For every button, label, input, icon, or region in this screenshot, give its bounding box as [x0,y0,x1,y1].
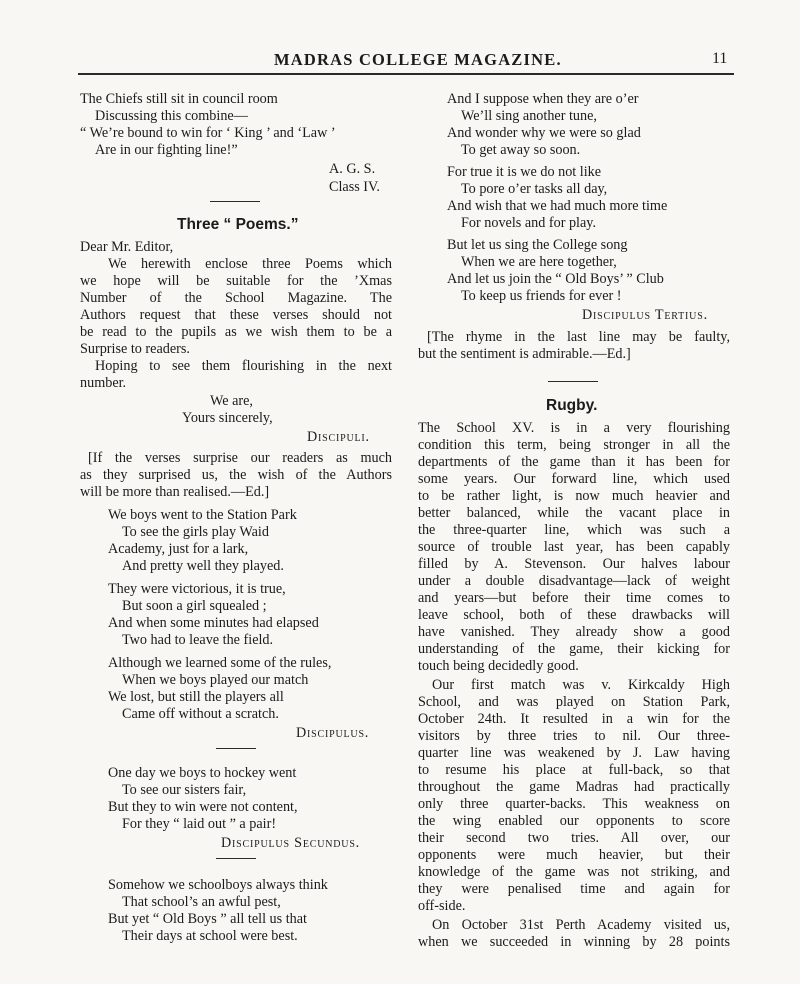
article-line: visitors by three tries to nil. Our three- [418,728,730,744]
article-line: departments of the game than it has been for [418,454,730,470]
article-line: opponents were much heavier, but their [418,847,730,863]
poem-line: And pretty well they played. [122,558,284,574]
section-divider [210,201,260,202]
article-line: throughout the game Madras had practically [418,779,730,795]
article-line: off-side. [418,898,466,914]
section-heading-three-poems: Three “ Poems.” [177,216,299,233]
poem-line: And wish that we had much more time [447,198,668,214]
poem-line: To keep us friends for ever ! [461,288,622,304]
article-line: School, and was played on Station Park, [418,694,730,710]
poem-line: They were victorious, it is true, [108,581,286,597]
poem-line: For true it is we do not like [447,164,602,180]
article-line: source of trouble last year, has been capably [418,539,730,555]
poem-line: The Chiefs still sit in council room [80,91,278,107]
article-line: knowledge of the game was not striking, and [418,864,730,880]
editor-note-line: but the sentiment is admirable.—Ed.] [418,346,631,362]
poem-line: We’ll sing another tune, [461,108,597,124]
poem-line: Two had to leave the field. [122,632,274,648]
poem-signature: Discipulus Secundus. [221,835,361,851]
article-line: quarter line was weakened by J. Law having [418,745,730,761]
article-line: better balanced, while the vacant place in [418,505,730,521]
poem-line: But let us sing the College song [447,237,628,253]
article-line: some years. Our forward line, which used [418,471,730,487]
article-line: condition this term, being stronger in all the [418,437,730,453]
poem-line: When we boys played our match [122,672,309,688]
poem-line: To see the girls play Waid [122,524,269,540]
poem-line: When we are here together, [461,254,617,270]
poem-line: Academy, just for a lark, [108,541,249,557]
poem-line: We lost, but still the players all [108,689,284,705]
letter-line: number. [80,375,127,391]
letter-line: we hope will be suitable for the ’Xmas [80,273,392,289]
poem-line: Came off without a scratch. [122,706,279,722]
article-line: to resume his place at full-back, so that [418,762,730,778]
poem-line: Discussing this combine— [95,108,248,124]
letter-closing: We are, [210,393,253,409]
editor-note-line: [If the verses surprise our readers as much [88,450,392,466]
poem-line: And wonder why we were so glad [447,125,641,141]
poem-line: Somehow we schoolboys always think [108,877,328,893]
article-line: understanding of the game, their kicking for [418,641,730,657]
poem-line: And I suppose when they are o’er [447,91,639,107]
poem-line: We boys went to the Station Park [108,507,297,523]
letter-closing: Yours sincerely, [182,410,273,426]
article-line: the three-quarter line, which was such a [418,522,730,538]
poem-line: “ We’re bound to win for ‘ King ’ and ‘Law ’ [80,125,336,141]
article-line: to be rather light, is now much heavier and [418,488,730,504]
letter-line: We herewith enclose three Poems which [108,256,392,272]
article-line: they were penalised time and again for [418,881,730,897]
poem-line: That school’s an awful pest, [122,894,281,910]
section-heading-rugby: Rugby. [546,397,598,414]
letter-line: Surprise to readers. [80,341,190,357]
article-line: The School XV. is in a very flourishing [418,420,730,436]
poem-line: Their days at school were best. [122,928,298,944]
article-line: their second two tries. All over, our [418,830,730,846]
poem-line: Are in our fighting line!” [95,142,238,158]
poem-line: To get away so soon. [461,142,581,158]
poem-line: For they “ laid out ” a pair! [122,816,277,832]
poem-line: But soon a girl squealed ; [122,598,267,614]
letter-line: Number of the School Magazine. The [80,290,392,306]
editor-note-line: as they surprised us, the wish of the Authors [80,467,392,483]
poem-signature: Discipulus Tertius. [582,307,708,323]
poem-line: Although we learned some of the rules, [108,655,332,671]
poem-line: But they to win were not content, [108,799,298,815]
header-rule [78,73,734,75]
article-line: under a double disadvantage—lack of weight [418,573,730,589]
article-line: On October 31st Perth Academy visited us, [432,917,730,933]
poem-line: And let us join the “ Old Boys’ ” Club [447,271,664,287]
poem-line: For novels and for play. [461,215,597,231]
article-line: filled by A. Stevenson. Our halves labour [418,556,730,572]
article-line: October 24th. It resulted in a win for the [418,711,730,727]
article-line: touch being decidedly good. [418,658,579,674]
editor-note-line: will be more than realised.—Ed.] [80,484,270,500]
article-line: Our first match was v. Kirkcaldy High [432,677,730,693]
article-line: and years—but before their time comes to [418,590,730,606]
author-initials: A. G. S. [329,161,376,177]
article-line: have vanished. They already show a good [418,624,730,640]
editor-note-line: [The rhyme in the last line may be faulty, [427,329,730,345]
article-line: leave school, both of these drawbacks will [418,607,730,623]
poem-line: To pore o’er tasks all day, [461,181,608,197]
poem-line: But yet “ Old Boys ” all tell us that [108,911,307,927]
letter-line: Hoping to see them flourishing in the next [95,358,392,374]
author-class: Class IV. [329,179,380,195]
page-number: 11 [712,50,728,67]
article-line: when we succeeded in winning by 28 points [418,934,730,950]
magazine-title: MADRAS COLLEGE MAGAZINE. [274,50,562,69]
article-line: the wing enabled our opponents to score [418,813,730,829]
poem-line: And when some minutes had elapsed [108,615,319,631]
poem-line: One day we boys to hockey went [108,765,297,781]
poem-signature: Discipulus. [296,725,370,741]
letter-salutation: Dear Mr. Editor, [80,239,174,255]
section-divider [216,858,256,859]
section-divider [548,381,598,382]
letter-line: Authors request that these verses should not [80,307,392,323]
section-divider [216,748,256,749]
letter-line: be read to the pupils as we wish them to be a [80,324,392,340]
letter-signature: Discipuli. [307,429,370,445]
poem-line: To see our sisters fair, [122,782,247,798]
article-line: only three quarter-backs. This weakness on [418,796,730,812]
